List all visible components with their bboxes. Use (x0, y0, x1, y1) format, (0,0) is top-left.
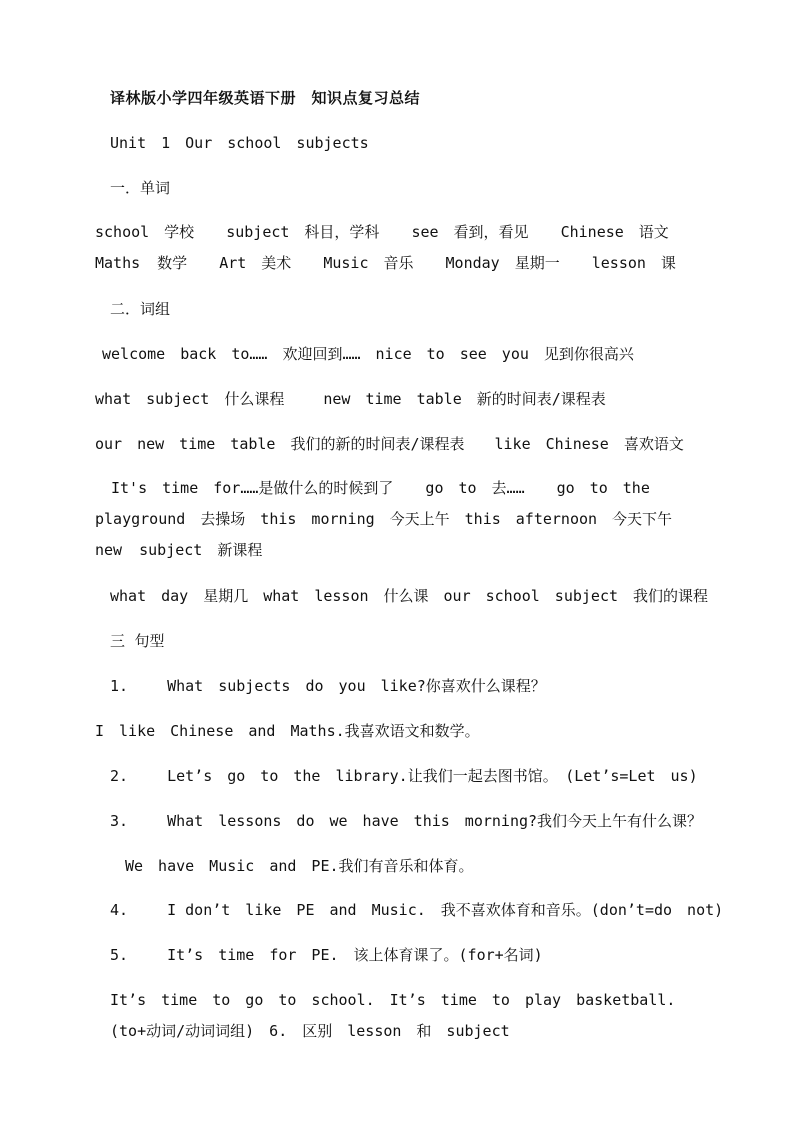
phrases-heading: 二．词组 (110, 300, 171, 318)
sentence-1-answer: I like Chinese and Maths.我喜欢语文和数学。 (95, 722, 480, 740)
words-heading: 一．单词 (110, 179, 171, 197)
sentence-3-answer: We have Music and PE.我们有音乐和体育。 (125, 857, 474, 875)
sentence-2: 2. Let’s go to the library.让我们一起去图书馆。 (Let’s=Let us) (110, 767, 698, 785)
phrase-line-3: our new time table 我们的新的时间表/课程表 like Chinese 喜欢语文 (95, 435, 684, 453)
phrase-line-2: what subject 什么课程 new time table 新的时间表/课程表 (95, 390, 606, 408)
phrase-line-1: welcome back to…… 欢迎回到…… nice to see you 见到你很高兴 (102, 345, 634, 363)
words-paragraph: school 学校 subject 科目，学科 see 看到，看见 Chinese 语文 Maths 数学 Art 美术 Music 音乐 Monday 星期一 lesson 课 (95, 223, 701, 272)
document-title: 译林版小学四年级英语下册 知识点复习总结 (110, 89, 421, 107)
sentence-5: 5. It’s time for PE. 该上体育课了。(for+名词) (110, 946, 543, 964)
phrase-paragraph: It's time for……是做什么的时候到了 go to 去…… go to the playground 去操场 this morning 今天上午 this afternoon 今天下午 new subject 新课程 (95, 479, 705, 559)
sentences-heading: 三 句型 (110, 632, 165, 650)
phrase-line-last: what day 星期几 what lesson 什么课 our school subject 我们的课程 (110, 587, 709, 605)
sentence-5-paragraph: It’s time to go to school. It’s time to play basketball. (to+动词/动词词组) 6. 区别 lesson 和 subject (110, 991, 691, 1040)
unit-title: Unit 1 Our school subjects (110, 134, 369, 152)
sentence-1: 1. What subjects do you like?你喜欢什么课程？ (110, 677, 546, 695)
sentence-4: 4. I don’t like PE and Music. 我不喜欢体育和音乐。(don’t=do not) (110, 901, 724, 919)
sentence-3: 3. What lessons do we have this morning?我们今天上午有什么课？ (110, 812, 703, 830)
